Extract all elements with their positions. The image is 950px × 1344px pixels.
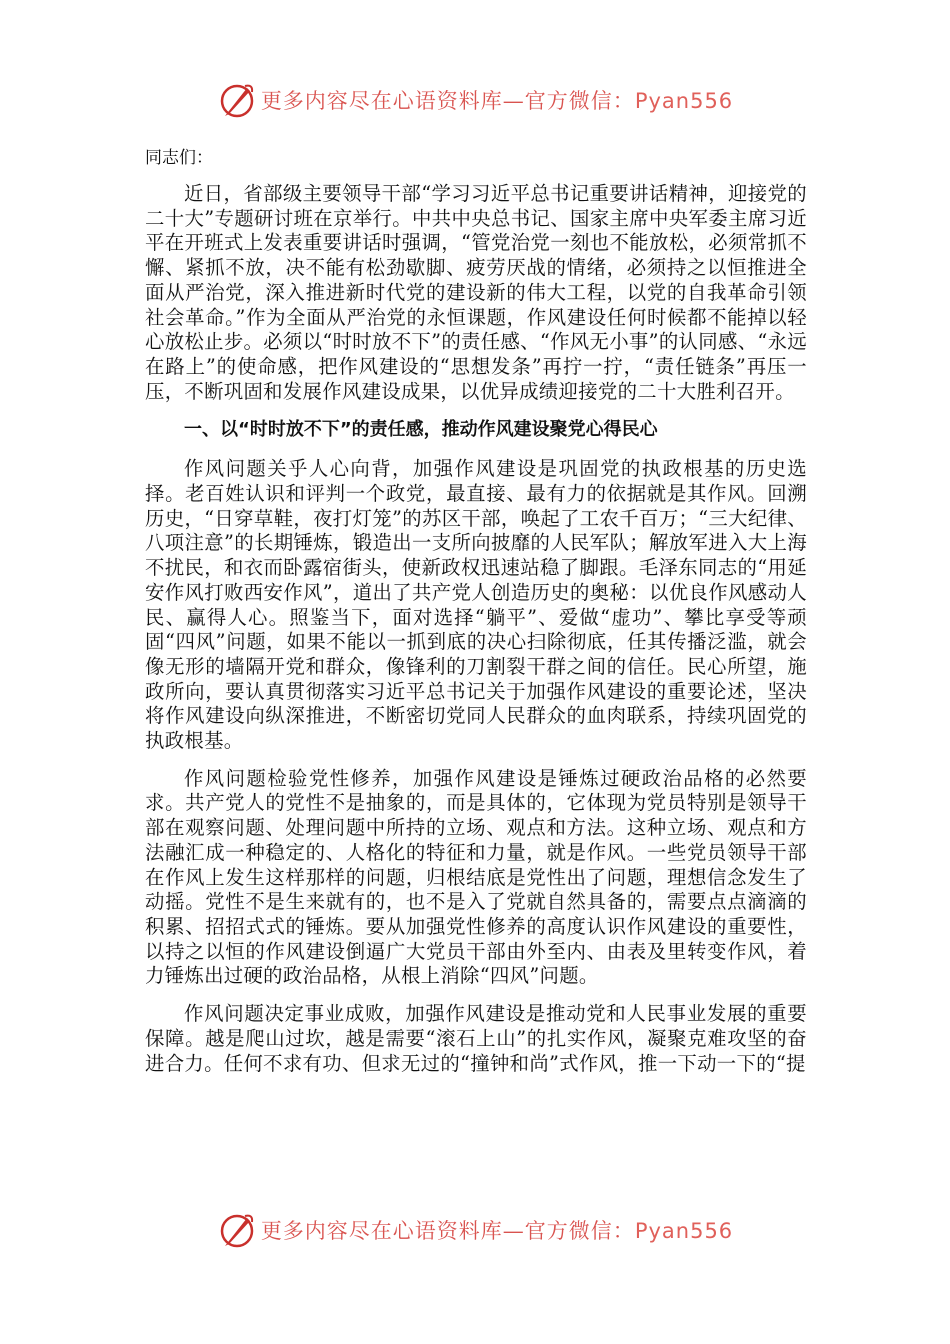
document-body <box>145 146 807 1089</box>
intro-paragraph: 近日，省部级主要领导干部“学习习近平总书记重要讲话精神，迎接党的二十大”专题研讨班在京举行。中共中央总书记、国家主席中央军委主席习近平在开班式上发表重要讲话时强调，“管党治党一刻也不能放松，必须常抓不懈、紧抓不放，决不能有松劲歇脚、疲劳厌战的情绪，必须持之以恒推进全面从严治党，深入推进新时代党的建设新的伟大工程，以党的自我革命引领社会革命。”作为全面从严治党的永恒课题，作风建设任何时候都不能掉以轻心放松止步。必须以“时时放不下”的责任感、“作风无小事”的认同感、“永远在路上”的使命感，把作风建设的“思想发条”再拧一拧，“责任链条”再压一压，不断巩固和发展作风建设成果，以优异成绩迎接党的二十大胜利召开。 <box>145 182 807 403</box>
banner-wechat-id: Pyan556 <box>634 89 734 113</box>
section1-paragraph-3: 作风问题决定事业成败，加强作风建设是推动党和人民事业发展的重要保障。越是爬山过坎，越是需要“滚石上山”的扎实作风，凝聚克难攻坚的奋进合力。任何不求有功、但求无过的“撞钟和尚”式作风，推一下动一下的“提 <box>145 1002 807 1075</box>
header-banner <box>0 78 950 122</box>
section1-paragraph-1: 作风问题关乎人心向背，加强作风建设是巩固党的执政根基的历史选择。老百姓认识和评判一个政党，最直接、最有力的依据就是其作风。回溯历史，“日穿草鞋，夜打灯笼”的苏区干部，唤起了工农千百万；“三大纪律、八项注意”的长期锤炼，锻造出一支所向披靡的人民军队；解放军进入大上海不扰民，和衣而卧露宿街头，使新政权迅速站稳了脚跟。毛泽东同志的“用延安作风打败西安作风”，道出了共产党人创造历史的奥秘：以优良作风感动人民、赢得人心。照鉴当下，面对选择“躺平”、爱做“虚功”、攀比享受等顽固“四风”问题，如果不能以一抓到底的决心扫除彻底，任其传播泛滥，就会像无形的墙隔开党和群众，像锋利的刀割裂干群之间的信任。民心所望，施政所向，要认真贯彻落实习近平总书记关于加强作风建设的重要论述，坚决将作风建设向纵深推进，不断密切党同人民群众的血肉联系，持续巩固党的执政根基。 <box>145 457 807 753</box>
banner-label: 更多内容尽在心语资料库—官方微信： <box>260 1219 635 1243</box>
banner-text <box>261 85 733 115</box>
quill-logo-icon <box>217 1210 257 1250</box>
banner-text <box>261 1215 733 1245</box>
banner-label: 更多内容尽在心语资料库—官方微信： <box>260 89 635 113</box>
quill-logo-icon <box>217 80 257 120</box>
section1-paragraph-2: 作风问题检验党性修养，加强作风建设是锤炼过硬政治品格的必然要求。共产党人的党性不是抽象的，而是具体的，它体现为党员特别是领导干部在观察问题、处理问题中所持的立场、观点和方法。这种立场、观点和方法融汇成一种稳定的、人格化的特征和力量，就是作风。一些党员领导干部在作风上发生这样那样的问题，归根结底是党性出了问题，理想信念发生了动摇。党性不是生来就有的，也不是入了党就自然具备的，需要点点滴滴的积累、招招式式的锤炼。要从加强党性修养的高度认识作风建设的重要性，以持之以恒的作风建设倒逼广大党员干部由外至内、由表及里转变作风，着力锤炼出过硬的政治品格，从根上消除“四风”问题。 <box>145 766 807 988</box>
footer-banner <box>0 1208 950 1252</box>
section-heading-1: 一、以“时时放不下”的责任感，推动作风建设聚党心得民心 <box>184 419 658 441</box>
banner-wechat-id: Pyan556 <box>634 1219 734 1243</box>
greeting: 同志们： <box>145 148 213 168</box>
